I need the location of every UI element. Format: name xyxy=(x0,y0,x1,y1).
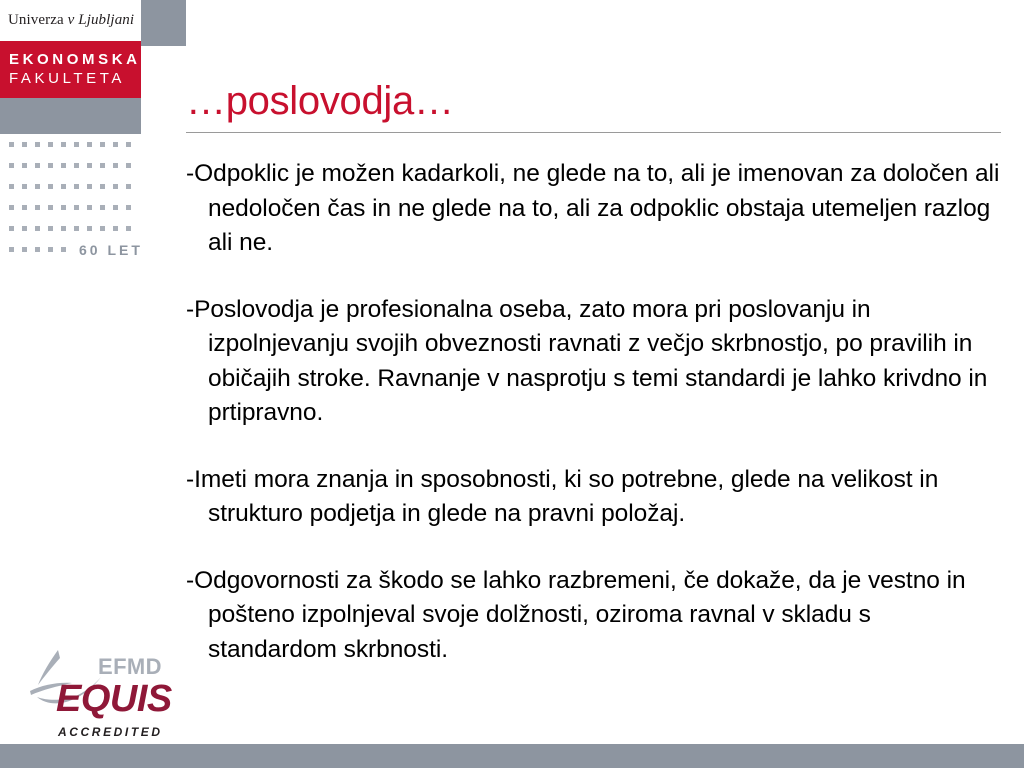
dot-icon xyxy=(87,184,92,189)
dot-row xyxy=(0,176,141,197)
university-logo xyxy=(0,0,141,134)
dot-icon xyxy=(35,142,40,147)
bullet-item: -Odpoklic je možen kadarkoli, ne glede na to, ali je imenovan za določen ali nedoločen čas in ne glede na to, ali za odpoklic obstaja utemeljen razlog ali ne. xyxy=(186,160,1000,256)
faculty-name-line2: FAKULTETA xyxy=(9,70,126,87)
equis-label: EQUIS xyxy=(56,678,172,720)
dot-icon xyxy=(22,142,27,147)
dot-icon xyxy=(100,184,105,189)
dot-row-anniversary xyxy=(0,239,141,260)
dot-icon xyxy=(48,163,53,168)
dot-icon xyxy=(48,142,53,147)
dot-icon xyxy=(61,142,66,147)
dot-icon xyxy=(35,226,40,231)
dot-icon xyxy=(61,205,66,210)
accredited-label: ACCREDITED xyxy=(58,725,163,739)
dot-icon xyxy=(22,163,27,168)
dot-icon xyxy=(22,205,27,210)
dot-row xyxy=(0,218,141,239)
dot-icon xyxy=(9,142,14,147)
university-name-band xyxy=(0,0,141,41)
equis-accreditation-logo xyxy=(28,645,180,745)
dot-icon xyxy=(61,247,66,252)
dot-icon xyxy=(48,247,53,252)
dot-icon xyxy=(48,226,53,231)
dot-icon xyxy=(113,142,118,147)
bullet-item: -Imeti mora znanja in sposobnosti, ki so potrebne, glede na velikost in strukturo podjetja in glede na pravni položaj. xyxy=(186,465,939,527)
anniversary-dot-pattern xyxy=(0,134,141,262)
dot-icon xyxy=(35,247,40,252)
dot-icon xyxy=(22,247,27,252)
dot-icon xyxy=(87,142,92,147)
dot-icon xyxy=(74,142,79,147)
dot-icon xyxy=(22,184,27,189)
dot-icon xyxy=(9,247,14,252)
dot-icon xyxy=(61,184,66,189)
dot-icon xyxy=(9,226,14,231)
dot-icon xyxy=(22,226,27,231)
dot-row xyxy=(0,155,141,176)
dot-icon xyxy=(87,163,92,168)
dot-icon xyxy=(61,226,66,231)
faculty-name-band xyxy=(0,41,141,98)
university-name: Univerza v Ljubljani xyxy=(8,12,135,28)
dot-icon xyxy=(9,184,14,189)
dot-icon xyxy=(126,205,131,210)
dot-icon xyxy=(35,205,40,210)
dot-row xyxy=(0,134,141,155)
dot-icon xyxy=(74,226,79,231)
dot-icon xyxy=(100,226,105,231)
header-accent-block xyxy=(140,0,186,46)
dot-icon xyxy=(35,163,40,168)
anniversary-label: 60 LET xyxy=(79,241,143,258)
dot-icon xyxy=(87,205,92,210)
dot-icon xyxy=(113,163,118,168)
dot-icon xyxy=(126,142,131,147)
dot-icon xyxy=(113,226,118,231)
dot-icon xyxy=(87,226,92,231)
page-title: …poslovodja… xyxy=(186,79,454,123)
dot-icon xyxy=(100,142,105,147)
dot-icon xyxy=(9,205,14,210)
dot-icon xyxy=(48,184,53,189)
dot-icon xyxy=(74,184,79,189)
footer-band xyxy=(0,744,1024,768)
bullet-item: -Odgovornosti za škodo se lahko razbremeni, če dokaže, da je vestno in pošteno izpolnjeval svoje dolžnosti, oziroma ravnal v skladu s standardom skrbnosti. xyxy=(186,566,966,663)
dot-icon xyxy=(9,163,14,168)
dot-icon xyxy=(113,184,118,189)
dot-icon xyxy=(126,184,131,189)
dot-icon xyxy=(113,205,118,210)
dot-icon xyxy=(74,205,79,210)
dot-icon xyxy=(48,205,53,210)
title-divider xyxy=(186,132,1001,133)
efmd-label: EFMD xyxy=(98,654,162,679)
dot-icon xyxy=(100,205,105,210)
bullet-item: -Poslovodja je profesionalna oseba, zato mora pri poslovanju in izpolnjevanju svojih obveznosti ravnati z večjo skrbnostjo, po pravilih in običajih stroke. Ravnanje v nasprotju s temi standardi je lahko krivdno in prtipravno. xyxy=(186,295,988,426)
dot-icon xyxy=(61,163,66,168)
dot-icon xyxy=(35,184,40,189)
dot-icon xyxy=(74,163,79,168)
faculty-name-line1: EKONOMSKA xyxy=(9,51,141,68)
dot-icon xyxy=(126,226,131,231)
dot-icon xyxy=(126,163,131,168)
logo-gray-band xyxy=(0,98,141,134)
dot-icon xyxy=(100,163,105,168)
slide-body xyxy=(186,157,1004,667)
dot-row xyxy=(0,197,141,218)
